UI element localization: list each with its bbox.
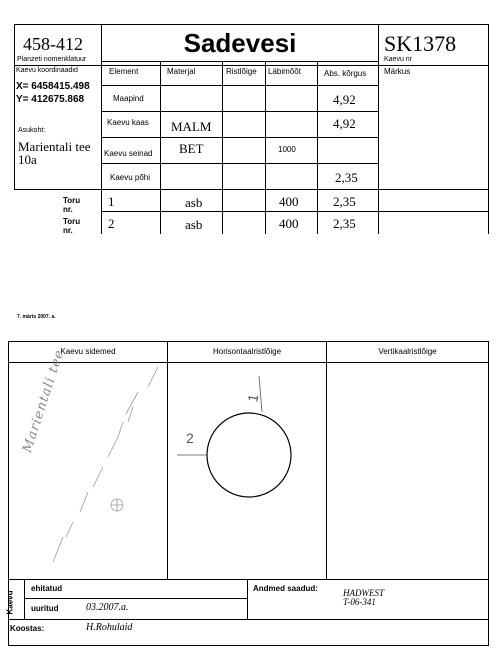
handwritten-street-name: Marientali tee bbox=[20, 347, 68, 455]
col-header-element: Element bbox=[101, 61, 161, 86]
nomenclature-label: Planzeti nomenklatuur bbox=[17, 56, 87, 63]
coords-label: Kaevu koordinaadid bbox=[16, 67, 78, 74]
x-coord: X= 6458415.498 bbox=[16, 81, 90, 92]
surveyed-label: uuritud bbox=[31, 604, 59, 613]
table-row: 1 bbox=[101, 189, 161, 212]
location-value-line1: Marientali tee bbox=[18, 139, 91, 154]
well-number-box bbox=[378, 24, 489, 66]
col-header-cross-section: Ristlõige bbox=[222, 61, 266, 86]
pipe-label: Toru nr. bbox=[63, 196, 81, 214]
data-from-value-1: HADWEST bbox=[343, 588, 384, 598]
table-row: Kaevu seinad bbox=[101, 137, 161, 164]
col-header-diameter: Läbimõõt bbox=[265, 61, 318, 86]
pipe-label: Toru nr. bbox=[63, 217, 81, 235]
table-row: Kaevu kaas bbox=[101, 111, 161, 138]
y-coord: Y= 412675.868 bbox=[16, 94, 85, 105]
col-header-elevation: Abs. kõrgus bbox=[317, 61, 379, 86]
sketch-header-relations: Kaevu sidemed bbox=[8, 341, 168, 363]
title-box bbox=[101, 24, 379, 66]
data-from-value-2: T-06-341 bbox=[343, 597, 376, 607]
data-from-label: Andmed saadud: bbox=[253, 584, 318, 593]
table-row: 2 bbox=[101, 211, 161, 234]
table-row: Kaevu põhi bbox=[101, 163, 161, 190]
location-label: Asukoht: bbox=[18, 127, 46, 134]
built-label: ehitatud bbox=[31, 584, 63, 593]
page-title: Sadevesi bbox=[183, 28, 297, 58]
pipe-mark-1: 1 bbox=[244, 392, 262, 404]
sketch-header-horizontal: Horisontaalristlõige bbox=[167, 341, 327, 363]
footer-frame bbox=[5, 579, 489, 646]
col-header-material: Materjal bbox=[160, 61, 223, 86]
well-number-label: Kaevu nr bbox=[384, 56, 413, 63]
location-value-line2: 10a bbox=[18, 152, 37, 167]
date-note: 7. märts 2007. a. bbox=[17, 314, 56, 320]
footer-vertical-divider bbox=[247, 579, 248, 620]
nomenclature-value: 458-412 bbox=[23, 34, 83, 54]
surveyed-value: 03.2007.a. bbox=[86, 602, 129, 613]
footer-mid-line bbox=[8, 619, 489, 620]
footer-side-label: Kaevu bbox=[5, 590, 15, 615]
footer-built-row bbox=[25, 598, 248, 599]
sketch-header-vertical: Vertikaalristlõige bbox=[326, 341, 489, 363]
table-row: Maapind bbox=[101, 85, 161, 112]
compiled-label: Koostas: bbox=[10, 624, 45, 633]
col-header-remarks: Märkus bbox=[384, 67, 411, 76]
nomenclature-box bbox=[14, 24, 102, 66]
relations-sketch bbox=[8, 362, 168, 580]
well-number-value: SK1378 bbox=[384, 31, 457, 56]
compiled-value: H.Rohulaid bbox=[86, 622, 133, 633]
pipe-mark-2: 2 bbox=[186, 430, 194, 446]
